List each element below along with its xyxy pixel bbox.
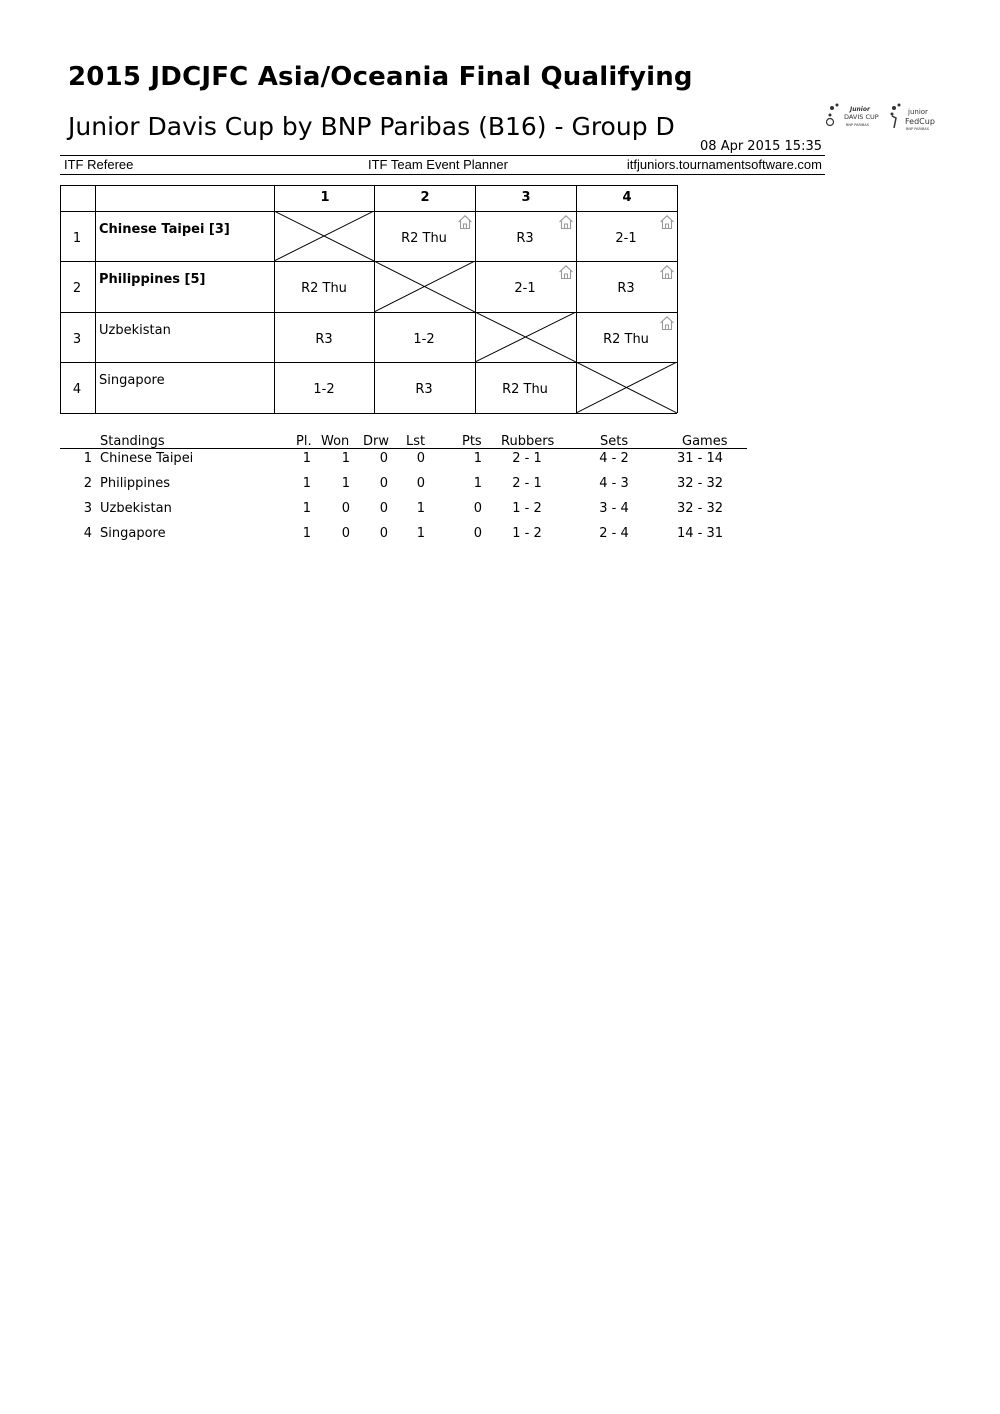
row-number: 3: [72, 332, 82, 347]
match-result: R2 Thu: [502, 382, 548, 397]
match-result: R2 Thu: [301, 281, 347, 296]
standings-rule: [60, 448, 747, 449]
column-number: 2: [420, 190, 430, 205]
standings-name: Uzbekistan: [100, 501, 172, 516]
team-name: Uzbekistan: [99, 323, 171, 338]
standings-pts: 0: [473, 526, 482, 541]
standings-pts: 0: [473, 501, 482, 516]
standings-pts: 1: [473, 451, 482, 466]
header-won: Won: [321, 434, 350, 449]
standings-pl: 1: [302, 501, 311, 516]
match-result: 1-2: [313, 382, 335, 397]
row-number: 1: [72, 231, 82, 246]
grid-line: [475, 185, 476, 413]
standings-drw: 0: [379, 501, 388, 516]
standings-table: [60, 432, 750, 552]
team-name: Chinese Taipei [3]: [99, 222, 230, 237]
home-icon: [457, 214, 473, 230]
standings-pl: 1: [302, 526, 311, 541]
standings-pos: 3: [83, 501, 92, 516]
standings-sets: 4 - 3: [599, 476, 629, 491]
home-icon: [659, 315, 675, 331]
davis-logo-line2: DAVIS CUP: [844, 113, 879, 121]
diagonal-cross-icon: [475, 312, 576, 362]
team-name: Philippines [5]: [99, 272, 206, 287]
header-rubbers: Rubbers: [501, 434, 555, 449]
standings-name: Singapore: [100, 526, 166, 541]
diagonal-cross-icon: [374, 261, 475, 312]
match-result: 1-2: [413, 332, 435, 347]
grid-line: [95, 185, 96, 413]
standings-name: Philippines: [100, 476, 171, 491]
fed-logo-line1: junior: [908, 108, 928, 116]
home-icon: [558, 264, 574, 280]
standings-drw: 0: [379, 476, 388, 491]
grid-line: [60, 185, 61, 413]
match-result: R3: [617, 281, 635, 296]
standings-won: 1: [341, 476, 350, 491]
header-games: Games: [682, 434, 728, 449]
standings-lst: 0: [416, 476, 425, 491]
team-name: Singapore: [99, 373, 165, 388]
fed-logo-line2: FedCup: [905, 117, 935, 126]
match-result: R3: [315, 332, 333, 347]
davis-fed-cup-logo-icon: [822, 100, 942, 136]
home-icon: [558, 214, 574, 230]
match-result: R3: [516, 231, 534, 246]
standings-pts: 1: [473, 476, 482, 491]
standings-rubbers: 1 - 2: [512, 526, 542, 541]
fed-logo-line3: BNP PARIBAS: [906, 127, 930, 131]
grid-line-top: [60, 185, 677, 186]
header-drw: Drw: [363, 434, 389, 449]
home-icon: [659, 214, 675, 230]
standings-header: Standings: [100, 434, 165, 449]
header-lst: Lst: [406, 434, 426, 449]
grid-line: [60, 312, 677, 313]
standings-won: 1: [341, 451, 350, 466]
standings-pos: 2: [83, 476, 92, 491]
match-result: R2 Thu: [401, 231, 447, 246]
match-result: R2 Thu: [603, 332, 649, 347]
group-grid: [60, 185, 678, 414]
standings-lst: 1: [416, 501, 425, 516]
match-result: 2-1: [615, 231, 637, 246]
standings-rubbers: 2 - 1: [512, 476, 542, 491]
grid-line: [60, 413, 677, 414]
standings-pl: 1: [302, 451, 311, 466]
row-number: 4: [72, 382, 82, 397]
diagonal-cross-icon: [576, 362, 677, 413]
sponsor-logos: [822, 100, 942, 136]
standings-drw: 0: [379, 451, 388, 466]
header-pts: Pts: [462, 434, 482, 449]
standings-lst: 0: [416, 451, 425, 466]
davis-logo-line1: Junior: [850, 106, 870, 113]
standings-drw: 0: [379, 526, 388, 541]
diagonal-cross-icon: [274, 211, 374, 261]
standings-name: Chinese Taipei: [100, 451, 194, 466]
standings-games: 32 - 32: [676, 476, 724, 491]
standings-games: 31 - 14: [676, 451, 724, 466]
header-rule-bottom: [60, 174, 825, 175]
header-left-label: ITF Referee: [64, 157, 134, 172]
standings-rubbers: 1 - 2: [512, 501, 542, 516]
standings-pos: 4: [83, 526, 92, 541]
standings-sets: 3 - 4: [599, 501, 629, 516]
grid-line: [677, 185, 678, 413]
header-right-label: itfjuniors.tournamentsoftware.com: [626, 157, 822, 172]
page-title: 2015 JDCJFC Asia/Oceania Final Qualifying: [68, 62, 693, 92]
standings-games: 14 - 31: [676, 526, 724, 541]
standings-won: 0: [341, 526, 350, 541]
column-number: 3: [521, 190, 531, 205]
column-number: 4: [622, 190, 632, 205]
row-number: 2: [72, 281, 82, 296]
header-pl: Pl.: [296, 434, 312, 449]
davis-logo-line3: BNP PARIBAS: [846, 123, 870, 127]
standings-sets: 4 - 2: [599, 451, 629, 466]
standings-won: 0: [341, 501, 350, 516]
standings-pl: 1: [302, 476, 311, 491]
match-result: 2-1: [514, 281, 536, 296]
header-center-label: ITF Team Event Planner: [368, 157, 508, 172]
match-result: R3: [415, 382, 433, 397]
standings-sets: 2 - 4: [599, 526, 629, 541]
print-date: 08 Apr 2015 15:35: [700, 139, 822, 154]
standings-pos: 1: [83, 451, 92, 466]
header-sets: Sets: [600, 434, 629, 449]
header-rule-top: [60, 155, 825, 156]
grid-line: [60, 261, 677, 262]
standings-lst: 1: [416, 526, 425, 541]
column-number: 1: [320, 190, 330, 205]
standings-games: 32 - 32: [676, 501, 724, 516]
home-icon: [659, 264, 675, 280]
page-subtitle: Junior Davis Cup by BNP Paribas (B16) - Group D: [68, 112, 675, 141]
standings-rubbers: 2 - 1: [512, 451, 542, 466]
